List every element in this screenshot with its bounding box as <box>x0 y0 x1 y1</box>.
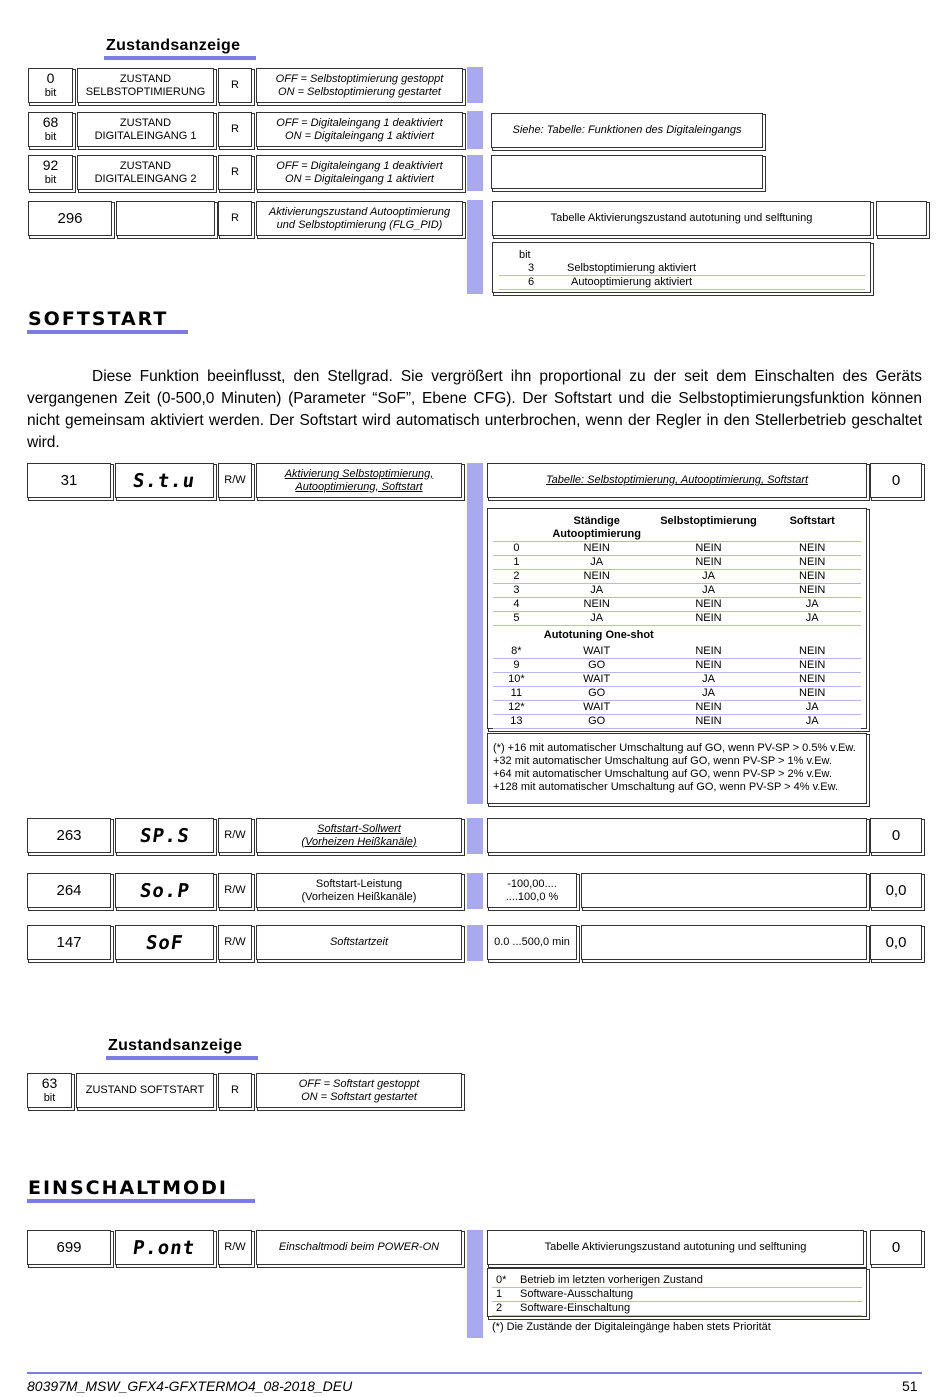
col-header: Selbstoptimierung <box>660 515 757 527</box>
param-description: Einschaltmodi beim POWER-ON <box>256 1230 462 1265</box>
param-lcd-empty <box>116 201 215 236</box>
side-bar <box>467 111 483 149</box>
param-number: 263 <box>27 818 111 853</box>
param-access: R/W <box>218 1230 252 1265</box>
section-heading-einschaltmodi: EINSCHALTMODI <box>28 1177 229 1199</box>
param-note-empty <box>487 818 867 853</box>
param-description: Softstart-Leistung (Vorheizen Heißkanäle) <box>256 873 462 908</box>
table-row: 13 GO NEIN JA <box>493 715 861 729</box>
param-access: R/W <box>218 873 252 908</box>
param-default: 0 <box>870 463 922 498</box>
side-bar <box>467 463 483 804</box>
param-number: 699 <box>27 1230 111 1265</box>
side-bar <box>467 200 483 294</box>
param-name: ZUSTAND SELBSTOPTIMIERUNG <box>77 68 214 103</box>
col-header: Softstart <box>789 515 835 527</box>
param-number: 92 bit <box>28 155 73 190</box>
param-lcd: S.t.u <box>115 463 214 498</box>
section-heading-status: Zustandsanzeige <box>108 1037 243 1054</box>
param-range: 0.0 ...500,0 min <box>487 925 577 960</box>
param-description: OFF = Selbstoptimierung gestoppt ON = Selbstoptimierung gestartet <box>256 68 463 103</box>
mode-list: 0* Betrieb im letzten vorherigen Zustand 1 Software-Ausschaltung 2 Software-Einschaltung <box>487 1268 867 1317</box>
table-row: 5 JA NEIN JA <box>493 612 861 626</box>
param-lcd: SoF <box>115 925 214 960</box>
param-description: Aktivierung Selbstoptimierung, Autooptimierung, Softstart <box>256 463 462 498</box>
footnote: (*) Die Zustände der Digitaleingänge haben stets Priorität <box>492 1321 771 1333</box>
param-range: -100,00.... ....100,0 % <box>487 873 577 908</box>
param-access: R/W <box>218 925 252 960</box>
param-number: 68 bit <box>28 112 73 147</box>
table-row: 10* WAIT JA NEIN <box>493 673 861 687</box>
footer-line <box>27 1372 922 1374</box>
table-row: 0 NEIN NEIN NEIN <box>493 542 861 556</box>
param-description: OFF = Softstart gestoppt ON = Softstart gestartet <box>256 1073 462 1108</box>
param-access: R <box>218 155 252 190</box>
param-note: Tabelle: Selbstoptimierung, Autooptimierung, Softstart <box>487 463 867 498</box>
param-lcd: P.ont <box>115 1230 214 1265</box>
table-row: 12* WAIT NEIN JA <box>493 701 861 715</box>
param-default-empty <box>876 201 927 236</box>
param-note: Siehe: Tabelle: Funktionen des Digitaleingangs <box>491 113 763 148</box>
bit-table: bit 3 Selbstoptimierung aktiviert 6 Autooptimierung aktiviert <box>492 242 871 293</box>
param-lcd: SP.S <box>115 818 214 853</box>
heading-underline <box>27 1199 255 1203</box>
heading-underline <box>106 1056 258 1060</box>
table-row: 11 GO JA NEIN <box>493 687 861 701</box>
param-lcd: So.P <box>115 873 214 908</box>
param-number: 0 bit <box>28 68 73 103</box>
param-access: R <box>218 1073 252 1108</box>
side-bar <box>467 925 483 961</box>
param-default: 0 <box>870 818 922 853</box>
table-row: 8* WAIT NEIN NEIN <box>493 645 861 659</box>
subheader: Autotuning One-shot <box>543 629 654 641</box>
param-name: ZUSTAND DIGITALEINGANG 2 <box>77 155 214 190</box>
table-row: 1 JA NEIN NEIN <box>493 556 861 570</box>
section-heading-status: Zustandsanzeige <box>106 37 241 54</box>
col-header: Ständige Autooptimierung <box>552 515 641 540</box>
param-note: Tabelle Aktivierungszustand autotuning und selftuning <box>487 1230 864 1265</box>
param-access: R <box>218 201 252 236</box>
heading-underline <box>104 56 256 60</box>
param-default: 0,0 <box>870 873 922 908</box>
param-description: Softstartzeit <box>256 925 462 960</box>
param-default: 0 <box>870 1230 922 1265</box>
param-description: OFF = Digitaleingang 1 deaktiviert ON = Digitaleingang 1 aktiviert <box>256 112 463 147</box>
heading-underline <box>27 330 188 334</box>
side-bar <box>467 873 483 909</box>
footer-doc-id: 80397M_MSW_GFX4-GFXTERMO4_08-2018_DEU <box>27 1378 353 1394</box>
section-heading-softstart: SOFTSTART <box>28 308 169 330</box>
param-number: 31 <box>27 463 111 498</box>
param-note-empty <box>581 873 867 908</box>
table-row: 9 GO NEIN NEIN <box>493 659 861 673</box>
param-name: ZUSTAND SOFTSTART <box>76 1073 214 1108</box>
table-row: 2 NEIN JA NEIN <box>493 570 861 584</box>
intro-paragraph: Diese Funktion beeinflusst, den Stellgrad. Sie vergrößert ihn proportional zu der seit dem Einschalten des Geräts vergangenen Zeit (0-500,0 Minuten) (Parameter “SoF”, Ebene CFG). Der Softstart und die Selbstoptimierungsfunktion können nicht gemeinsam aktiviert werden. Der Softstart wird automatisch unterbrochen, wenn der Regler in den Stellerbetrieb geschaltet wird. <box>27 368 922 451</box>
param-description: Aktivierungszustand Autooptimierung und Selbstoptimierung (FLG_PID) <box>256 201 463 236</box>
mode-notes: (*) +16 mit automatischer Umschaltung auf GO, wenn PV-SP > 0.5% v.Ew. +32 mit automatischer Umschaltung auf GO, wenn PV-SP > 1% v.Ew. +64 mit automatischer Umschaltung auf GO, wenn PV-SP > 2% v.Ew. +128 mit automatischer Umschaltung auf GO, wenn PV-SP > 4% v.Ew. <box>487 733 867 804</box>
param-number: 63 bit <box>27 1073 72 1108</box>
param-access: R <box>218 112 252 147</box>
param-access: R <box>218 68 252 103</box>
side-bar <box>467 67 483 103</box>
param-note-empty <box>581 925 867 960</box>
param-access: R/W <box>218 818 252 853</box>
param-description: Softstart-Sollwert (Vorheizen Heißkanäle) <box>256 818 462 853</box>
side-bar <box>467 818 483 854</box>
empty-note-box <box>491 155 763 189</box>
param-default: 0,0 <box>870 925 922 960</box>
param-number: 296 <box>28 201 112 236</box>
page-number: 51 <box>902 1378 918 1394</box>
param-number: 264 <box>27 873 111 908</box>
side-bar <box>467 1230 483 1338</box>
mode-table <box>487 508 867 729</box>
param-description: OFF = Digitaleingang 1 deaktiviert ON = Digitaleingang 1 aktiviert <box>256 155 463 190</box>
param-name: ZUSTAND DIGITALEINGANG 1 <box>77 112 214 147</box>
side-bar <box>467 155 483 191</box>
table-row: 3 JA JA NEIN <box>493 584 861 598</box>
table-row: 4 NEIN NEIN JA <box>493 598 861 612</box>
bit-header: bit <box>519 249 531 261</box>
param-note: Tabelle Aktivierungszustand autotuning und selftuning <box>492 201 871 236</box>
param-number: 147 <box>27 925 111 960</box>
param-access: R/W <box>218 463 252 498</box>
